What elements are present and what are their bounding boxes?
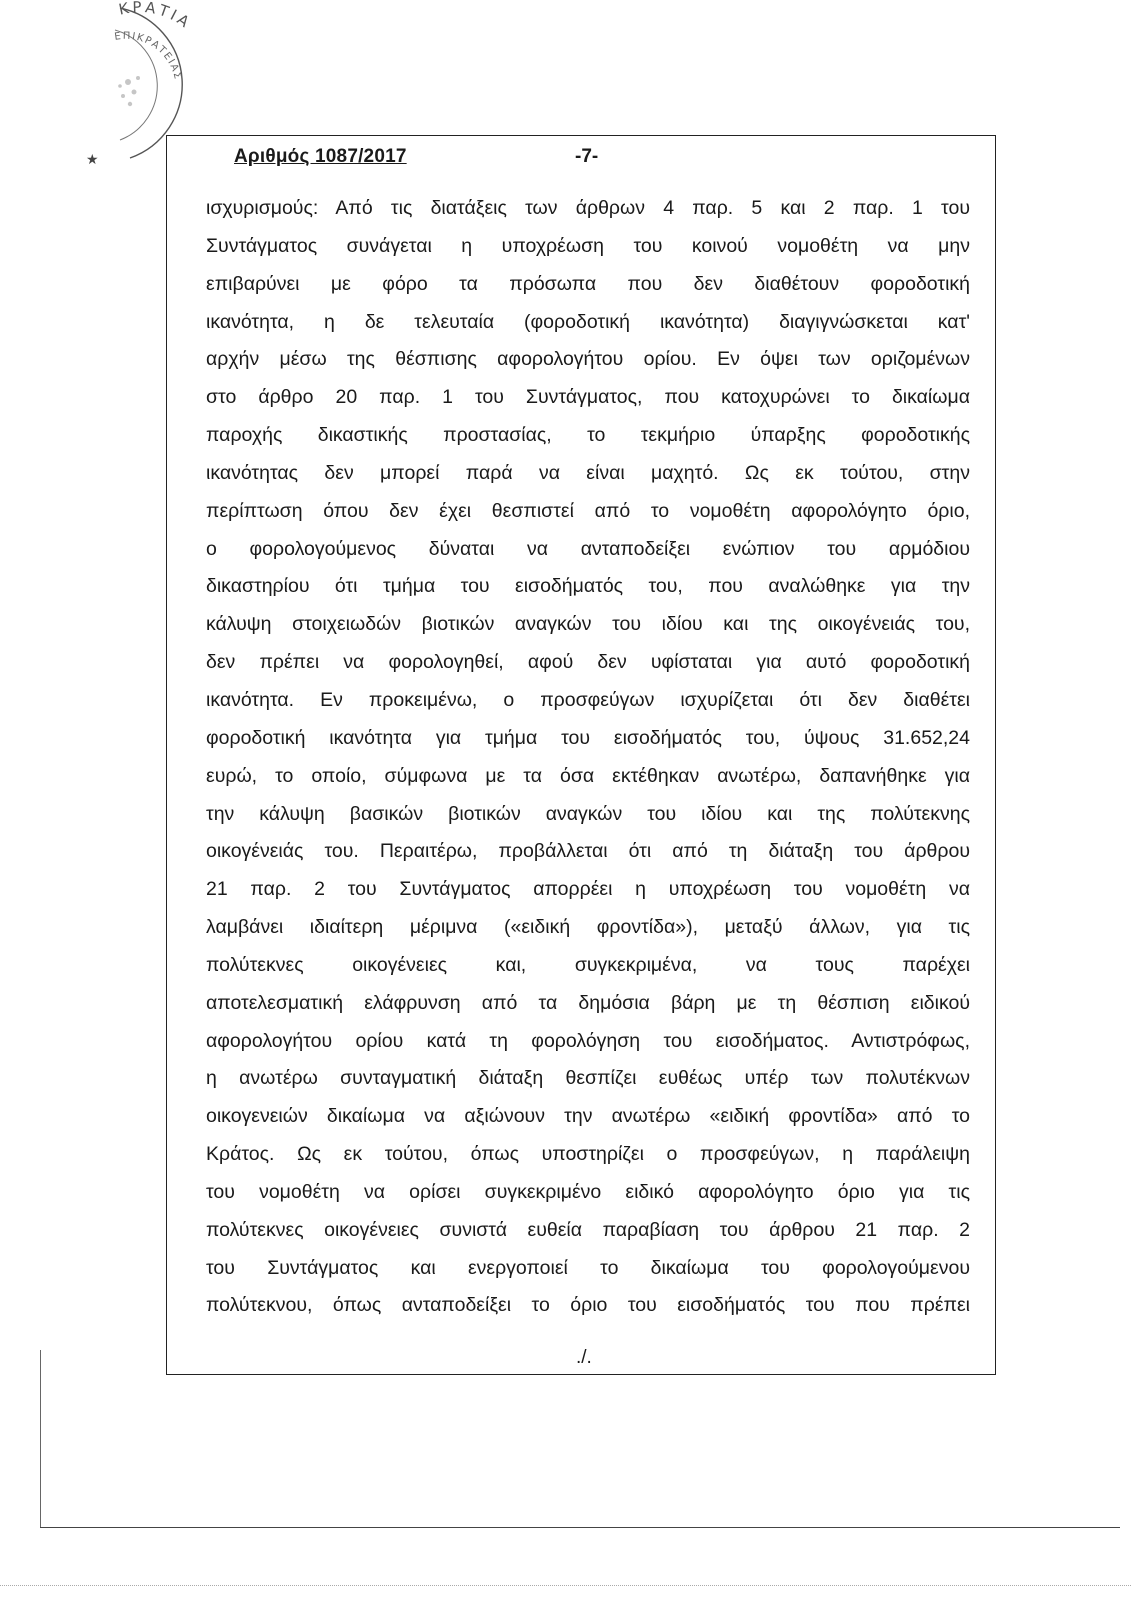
text-line: οικογένειάς του. Περαιτέρω, προβάλλεται ότι από τη διάταξη του άρθρου bbox=[206, 840, 970, 863]
stamp-emblem bbox=[118, 76, 140, 106]
scan-bottom-line bbox=[40, 1527, 1120, 1528]
text-line: Συντάγματος συνάγεται η υποχρέωση του κοινού νομοθέτη να μην bbox=[206, 234, 970, 257]
text-line: επιβαρύνει με φόρο τα πρόσωπα που δεν διαθέτουν φοροδοτική bbox=[206, 272, 970, 295]
text-line: οικογενειών δικαίωμα να αξιώνουν την ανωτέρω «ειδική φροντίδα» από το bbox=[206, 1105, 970, 1128]
scan-edge-line bbox=[40, 1350, 41, 1528]
text-line: πολύτεκνου, όπως ανταποδείξει το όριο του εισοδήματός του που πρέπει bbox=[206, 1294, 970, 1317]
text-line: αφορολογήτου ορίου κατά τη φορολόγηση του εισοδήματος. Αντιστρόφως, bbox=[206, 1029, 970, 1052]
text-line: η ανωτέρω συνταγματική διάταξη θεσπίζει ευθέως υπέρ των πολυτέκνων bbox=[206, 1067, 970, 1090]
text-line: του νομοθέτη να ορίσει συγκεκριμένο ειδικό αφορολόγητο όριο για τις bbox=[206, 1180, 970, 1203]
star-icon: ★ bbox=[86, 152, 99, 168]
scan-dotted-line bbox=[0, 1585, 1131, 1586]
text-line: ικανότητα. Εν προκειμένω, ο προσφεύγων ισχυρίζεται ότι δεν διαθέτει bbox=[206, 688, 970, 711]
text-line: φοροδοτική ικανότητα για τμήμα του εισοδήματός του, ύψους 31.652,24 bbox=[206, 726, 970, 749]
text-line: 21 παρ. 2 του Συντάγματος απορρέει η υποχρέωση του νομοθέτη να bbox=[206, 878, 970, 901]
stamp-outer-text: ΚΡΑΤΙΑ bbox=[117, 0, 195, 33]
text-line: περίπτωση όπου δεν έχει θεσπιστεί από το νομοθέτη αφορολόγητο όριο, bbox=[206, 499, 970, 522]
text-line: ικανότητας δεν μπορεί παρά να είναι μαχητό. Ως εκ τούτου, στην bbox=[206, 461, 970, 484]
body-text bbox=[206, 190, 970, 1325]
text-line: παροχής δικαστικής προστασίας, το τεκμήριο ύπαρξης φοροδοτικής bbox=[206, 424, 970, 447]
text-line: κάλυψη στοιχειωδών βιοτικών αναγκών του ιδίου και της οικογένειάς του, bbox=[206, 613, 970, 636]
text-line: ο φορολογούμενος δύναται να ανταποδείξει ενώπιον του αρμόδιου bbox=[206, 537, 970, 560]
text-line: δικαστηρίου ότι τμήμα του εισοδήματός του, που αναλώθηκε για την bbox=[206, 575, 970, 598]
decision-number: Αριθμός 1087/2017 bbox=[234, 146, 407, 167]
text-line: ευρώ, το οποίο, σύμφωνα με τα όσα εκτέθηκαν ανωτέρω, δαπανήθηκε για bbox=[206, 764, 970, 787]
page-number: -7- bbox=[575, 146, 599, 167]
text-line: πολύτεκνες οικογένειες και, συγκεκριμένα, να τους παρέχει bbox=[206, 953, 970, 976]
text-line: στο άρθρο 20 παρ. 1 του Συντάγματος, που κατοχυρώνει το δικαίωμα bbox=[206, 386, 970, 409]
text-line: Κράτος. Ως εκ τούτου, όπως υποστηρίζει ο προσφεύγων, η παράλειψη bbox=[206, 1143, 970, 1166]
text-line: δεν πρέπει να φορολογηθεί, αφού δεν υφίσταται για αυτό φοροδοτική bbox=[206, 651, 970, 674]
continuation-mark: ./. bbox=[576, 1347, 592, 1368]
text-line: αποτελεσματική ελάφρυνση από τα δημόσια βάρη με τη θέσπιση ειδικού bbox=[206, 991, 970, 1014]
text-line: ισχυρισμούς: Από τις διατάξεις των άρθρων 4 παρ. 5 και 2 παρ. 1 του bbox=[206, 197, 970, 219]
text-line: ικανότητα, η δε τελευταία (φοροδοτική ικανότητα) διαγιγνώσκεται κατ' bbox=[206, 310, 970, 333]
text-line: λαμβάνει ιδιαίτερη μέριμνα («ειδική φροντίδα»), μεταξύ άλλων, για τις bbox=[206, 916, 970, 939]
text-line: αρχήν μέσω της θέσπισης αφορολογήτου ορίου. Εν όψει των οριζομένων bbox=[206, 348, 970, 371]
text-line: την κάλυψη βασικών βιοτικών αναγκών του ιδίου και της πολύτεκνης bbox=[206, 802, 970, 825]
text-line: του Συντάγματος και ενεργοποιεί το δικαίωμα του φορολογούμενου bbox=[206, 1256, 970, 1279]
stamp-inner-text: ΕΠΙΚΡΑΤΕΙΑΣ bbox=[113, 30, 184, 82]
text-line: πολύτεκνες οικογένειες συνιστά ευθεία παραβίαση του άρθρου 21 παρ. 2 bbox=[206, 1218, 970, 1241]
